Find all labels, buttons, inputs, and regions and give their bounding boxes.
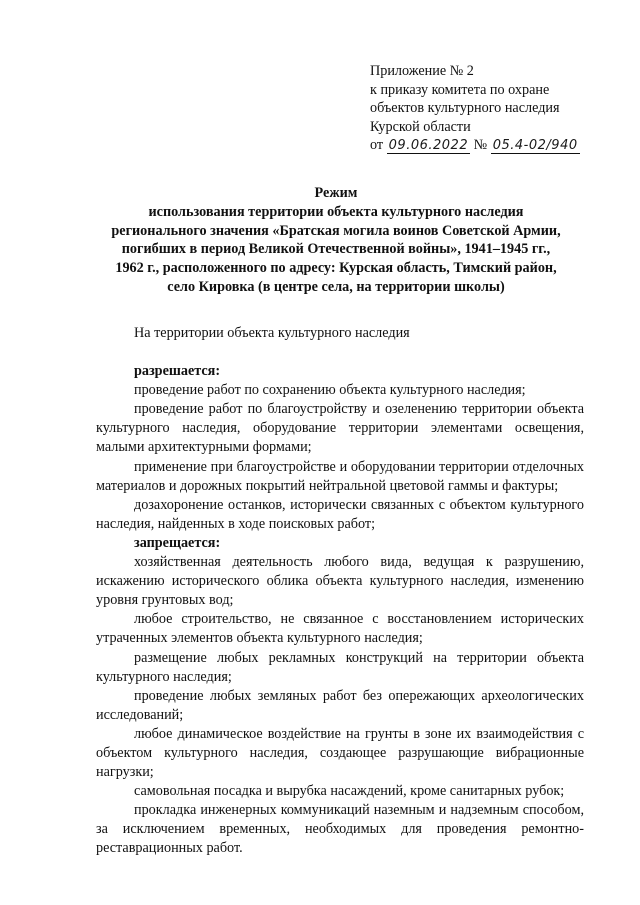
allowed-item: проведение работ по сохранению объекта культурного наследия; (134, 382, 526, 399)
appendix-number: Приложение № 2 (370, 63, 474, 79)
forbidden-item: хозяйственная деятельность любого вида, ведущая к разрушению, искажению исторического облика объекта культурного наследия, изменению уровня грунтовых вод; (96, 554, 584, 609)
forbidden-heading: запрещается: (134, 534, 221, 551)
appendix-header (370, 62, 630, 156)
document-body (96, 324, 584, 859)
appendix-region: Курской области (370, 118, 471, 135)
title-heading: Режим (314, 185, 358, 201)
handwritten-order-number: 05.4-02/940 (492, 138, 578, 153)
appendix-committee: объектов культурного наследия (370, 100, 560, 116)
allowed-item: дозахоронение останков, исторически связанных с объектом культурного наследия, найденных в ходе поисковых работ; (96, 496, 584, 532)
allowed-item: проведение работ по благоустройству и озеленению территории объекта культурного наследия, оборудование территории элементами освещения, малыми архитектурными формами; (96, 401, 584, 456)
forbidden-item: проведение любых земляных работ без опережающих археологических исследований; (96, 687, 584, 723)
forbidden-item: самовольная посадка и вырубка насаждений, кроме санитарных рубок; (134, 783, 565, 800)
title-line: 1962 г., расположенного по адресу: Курская область, Тимский район, (115, 260, 557, 277)
appendix-order-ref: к приказу комитета по охране (370, 81, 550, 98)
document-title (96, 184, 576, 297)
title-line: село Кировка (в центре села, на территории школы) (167, 278, 505, 295)
forbidden-item: любое строительство, не связанное с восстановлением исторических утраченных элементов объекта культурного наследия; (96, 611, 584, 647)
intro-text: На территории объекта культурного наследия (134, 325, 410, 341)
appendix-date-line (370, 136, 630, 156)
forbidden-item: прокладка инженерных коммуникаций наземным и надземным способом, за исключением временных, необходимых для проведения ремонтно-реставрационных работ. (96, 802, 584, 857)
title-line: регионального значения «Братская могила воинов Советской Армии, (111, 222, 561, 239)
allowed-heading: разрешается: (134, 363, 221, 380)
title-line: использования территории объекта культурного наследия (148, 203, 524, 220)
number-prefix: № (473, 137, 488, 153)
forbidden-item: любое динамическое воздействие на грунты в зоне их взаимодействия с объектом культурного наследия, создающее разрушающие вибрационные нагрузки; (96, 725, 584, 781)
handwritten-date: 09.06.2022 (388, 138, 469, 153)
date-prefix: от (370, 137, 384, 153)
forbidden-item: размещение любых рекламных конструкций на территории объекта культурного наследия; (96, 649, 584, 685)
allowed-item: применение при благоустройстве и оборудовании территории отделочных материалов и дорожных покрытий нейтральной цветовой гаммы и фактуры; (96, 458, 584, 494)
title-line: погибших в период Великой Отечественной войны», 1941–1945 гг., (121, 241, 551, 258)
